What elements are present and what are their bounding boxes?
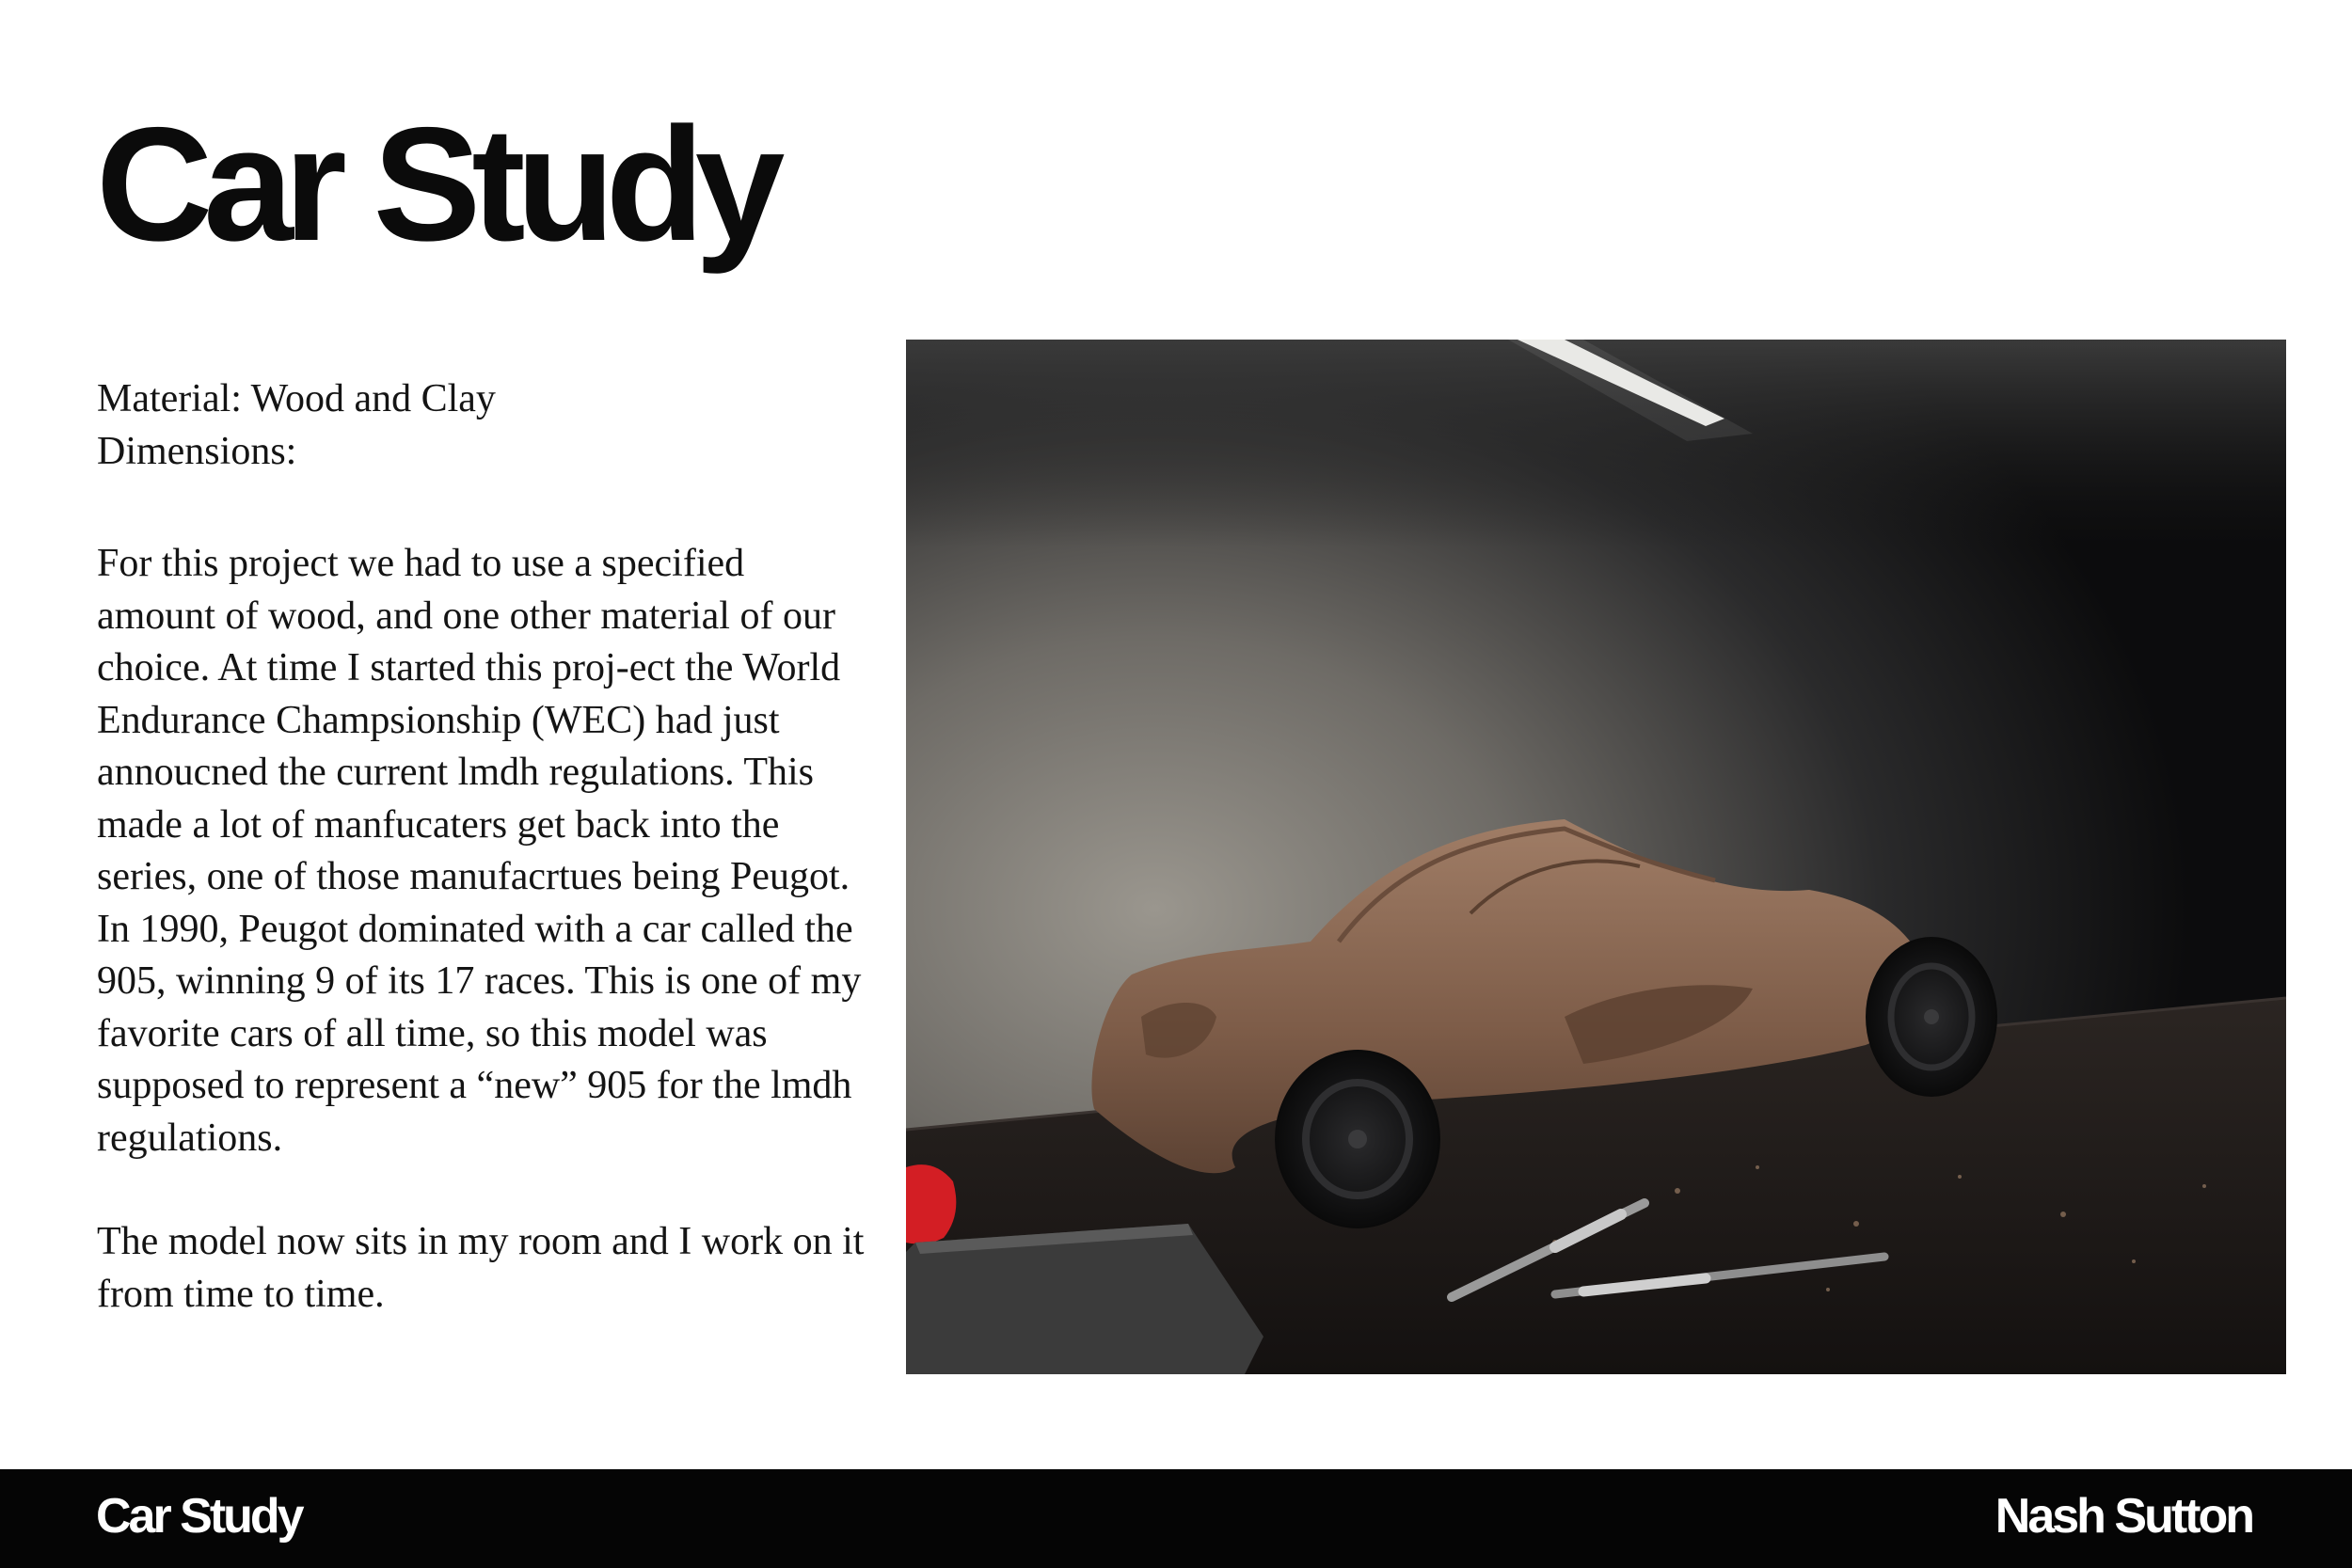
description-block	[97, 373, 868, 1321]
page-title: Car Study	[96, 94, 776, 275]
description-paragraph: For this project we had to use a specified amount of wood, and one other material of our choice. At time I started this proj-ect the World Endurance Champsionship (WEC) had just annoucned the current lmdh regulations. This made a lot of manfucaters get back into the series, one of those manufacrtues being Peugot. In 1990, Peugot dominated with a car called the 905, winning 9 of its 17 races. This is one of my favorite cars of all time, so this model was supposed to represent a “new” 905 for the lmdh regulations.	[97, 542, 862, 1160]
footer-title: Car Study	[96, 1489, 302, 1544]
footer-author: Nash Sutton	[1994, 1489, 2252, 1544]
footer-bar	[0, 1469, 2352, 1568]
closing-paragraph: The model now sits in my room and I work on it from time to time.	[97, 1220, 865, 1316]
material-line: Material: Wood and Clay	[97, 377, 496, 420]
front-wheel	[1275, 1050, 1440, 1228]
dimensions-line: Dimensions:	[97, 429, 297, 473]
rear-wheel	[1866, 937, 1997, 1097]
car-model-photo	[906, 340, 2286, 1374]
